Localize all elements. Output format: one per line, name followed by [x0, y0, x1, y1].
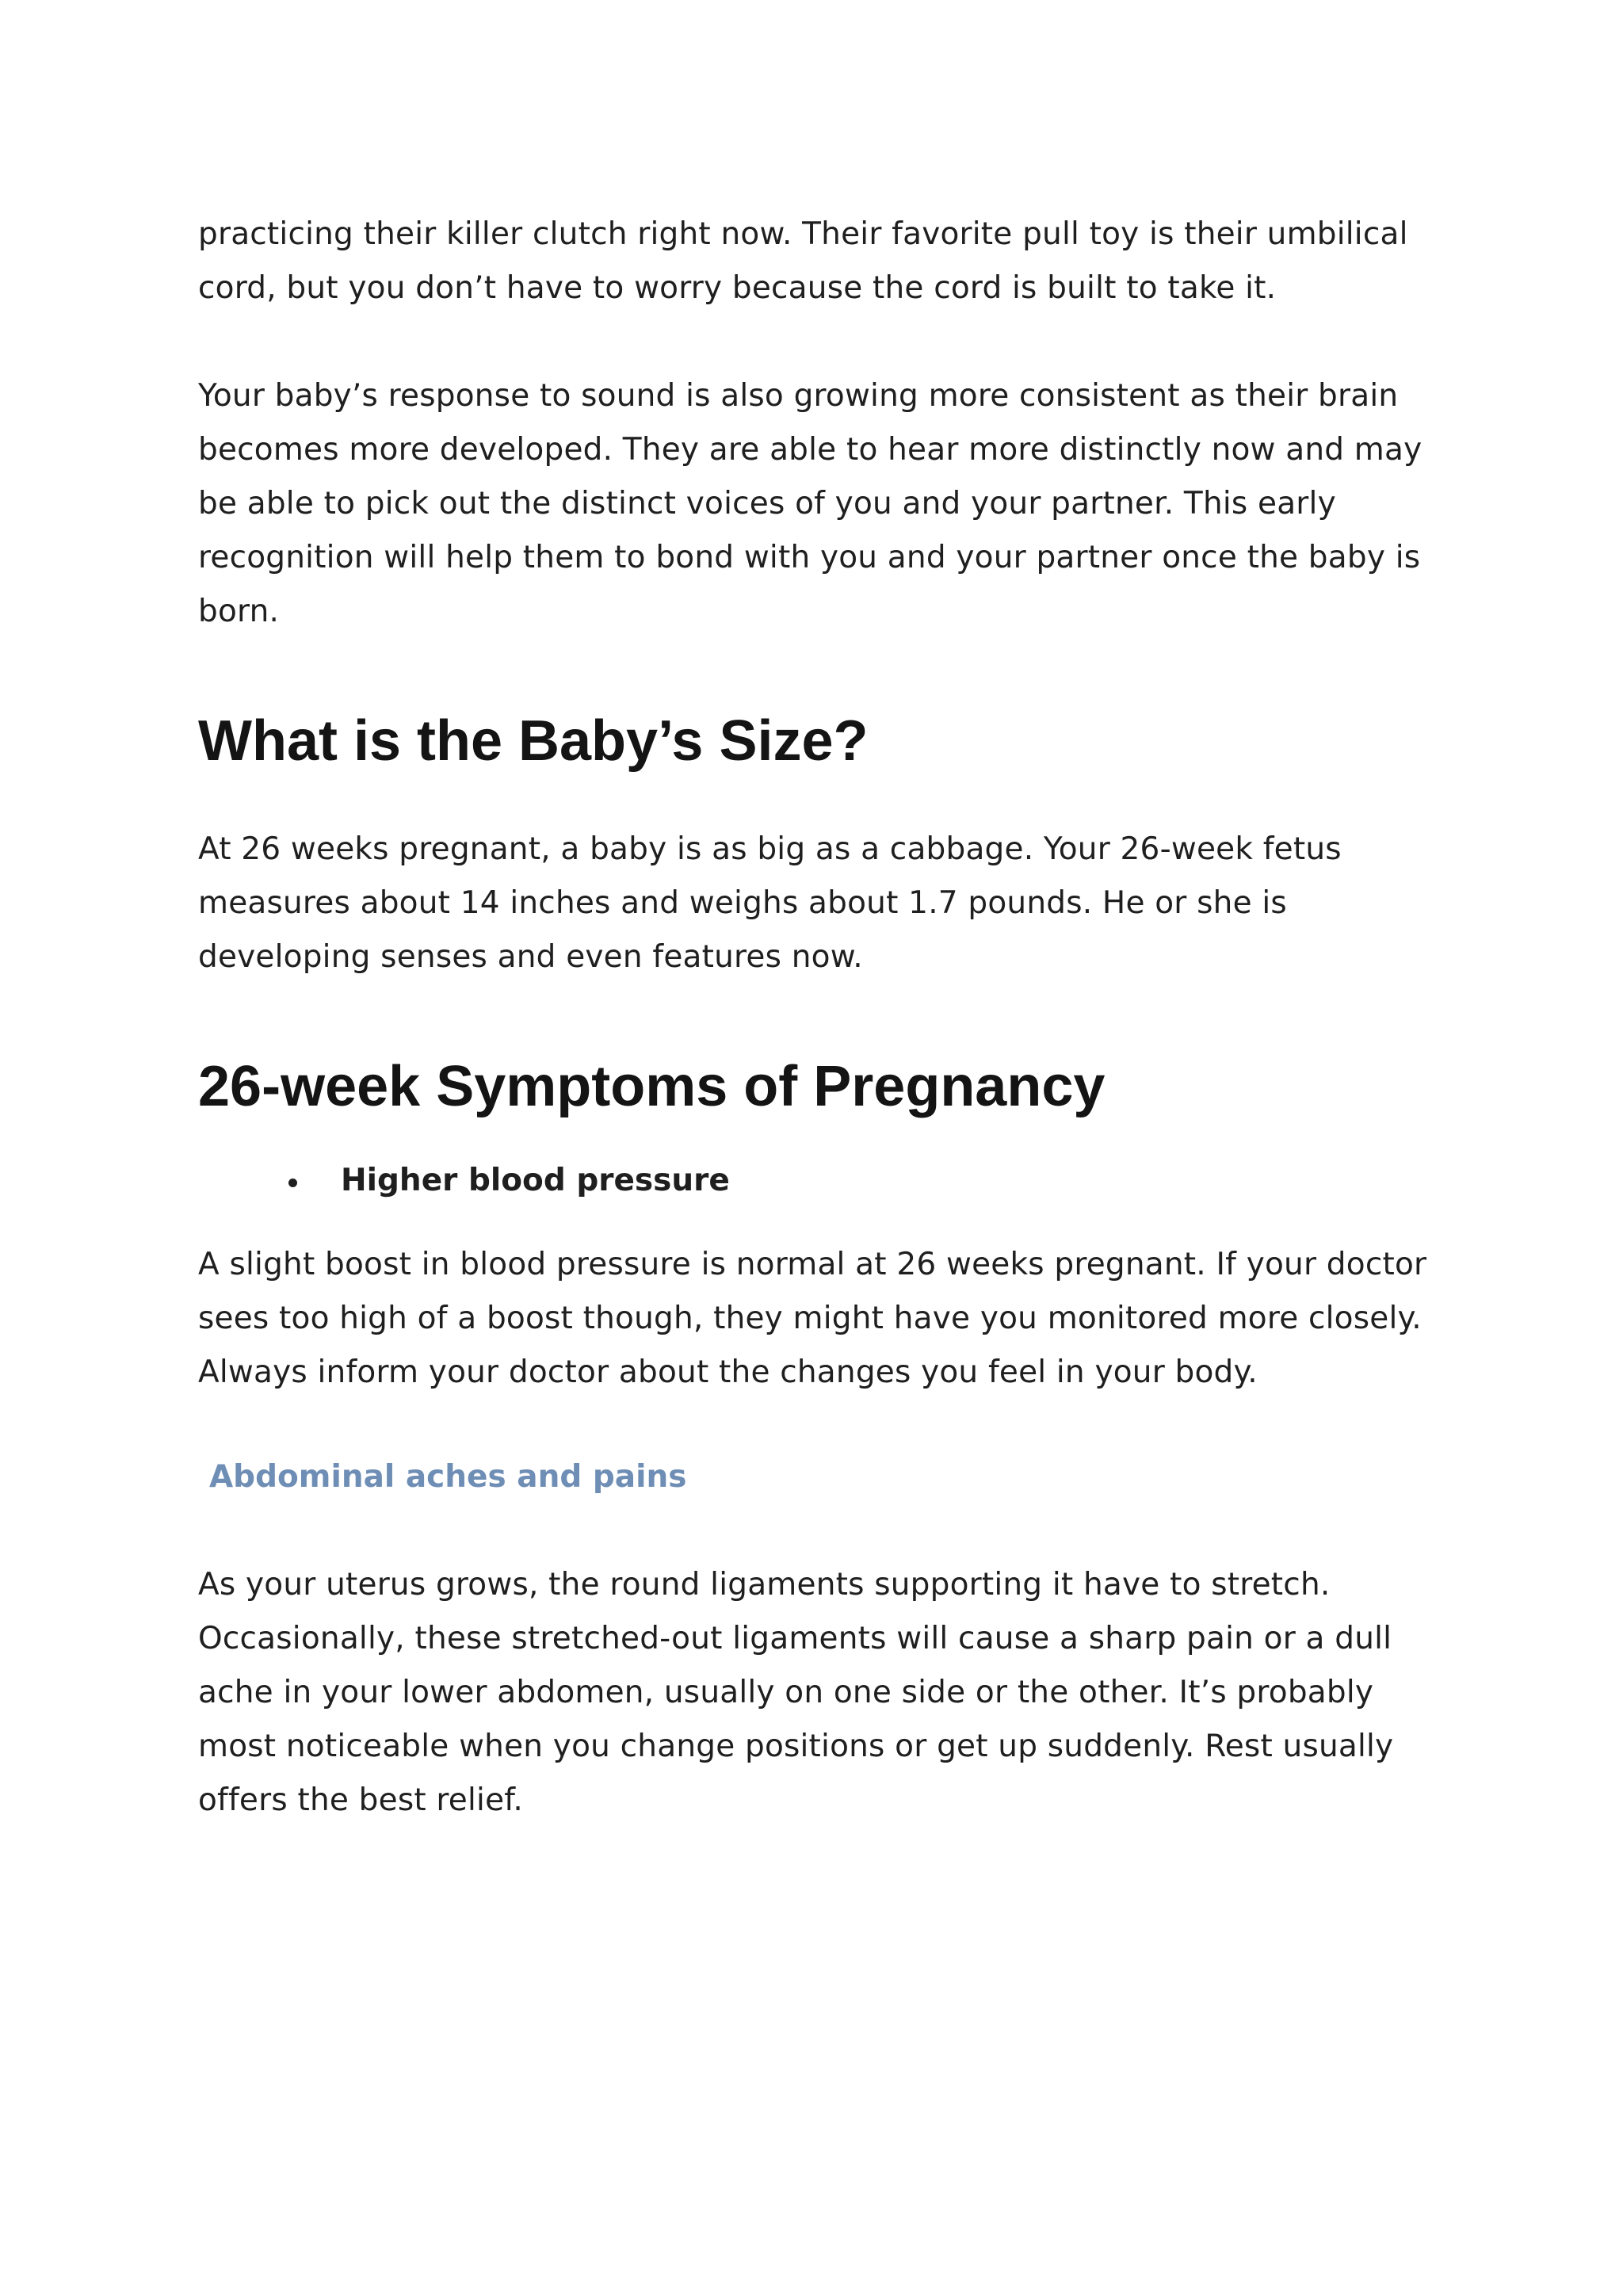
heading-baby-size: What is the Baby’s Size? — [198, 709, 869, 773]
paragraph-sound-response: Your baby’s response to sound is also growing more consistent as their brain becomes more developed. They are able to hear more distinctly now and may be able to pick out the distinct voices of you and your partner. This early recognition will help them to bond with you and your partner once the baby is born. — [198, 378, 1423, 629]
paragraph-abdominal-aches: As your uterus grows, the round ligaments supporting it have to stretch. Occasionally, these stretched-out ligaments will cause a sharp pain or a dull ache in your lower abdomen, usually on one side or the other. It’s probably most noticeable when you change positions or get up suddenly. Rest usually offers the best relief. — [198, 1567, 1394, 1818]
paragraph-blood-pressure: A slight boost in blood pressure is normal at 26 weeks pregnant. If your doctor sees too high of a boost though, they might have you monitored more closely. Always inform your doctor about the changes you feel in your body. — [198, 1247, 1427, 1390]
bullet-dot-icon — [288, 1179, 297, 1187]
bullet-item-label: Higher blood pressure — [341, 1163, 730, 1198]
paragraph-umbilical-cord: practicing their killer clutch right now. Their favorite pull toy is their umbilical cord, but you don’t have to worry because the cord is built to take it. — [198, 216, 1408, 306]
document-page — [198, 208, 1450, 1828]
subheading-abdominal-aches: Abdominal aches and pains — [209, 1459, 687, 1495]
symptoms-bullet-list — [198, 1157, 1450, 1205]
paragraph-baby-size: At 26 weeks pregnant, a baby is as big as a cabbage. Your 26-week fetus measures about 14 inches and weighs about 1.7 pounds. He or she is developing senses and even features now. — [198, 831, 1342, 975]
heading-symptoms: 26-week Symptoms of Pregnancy — [198, 1055, 1106, 1118]
bullet-item-blood-pressure — [288, 1157, 1450, 1205]
